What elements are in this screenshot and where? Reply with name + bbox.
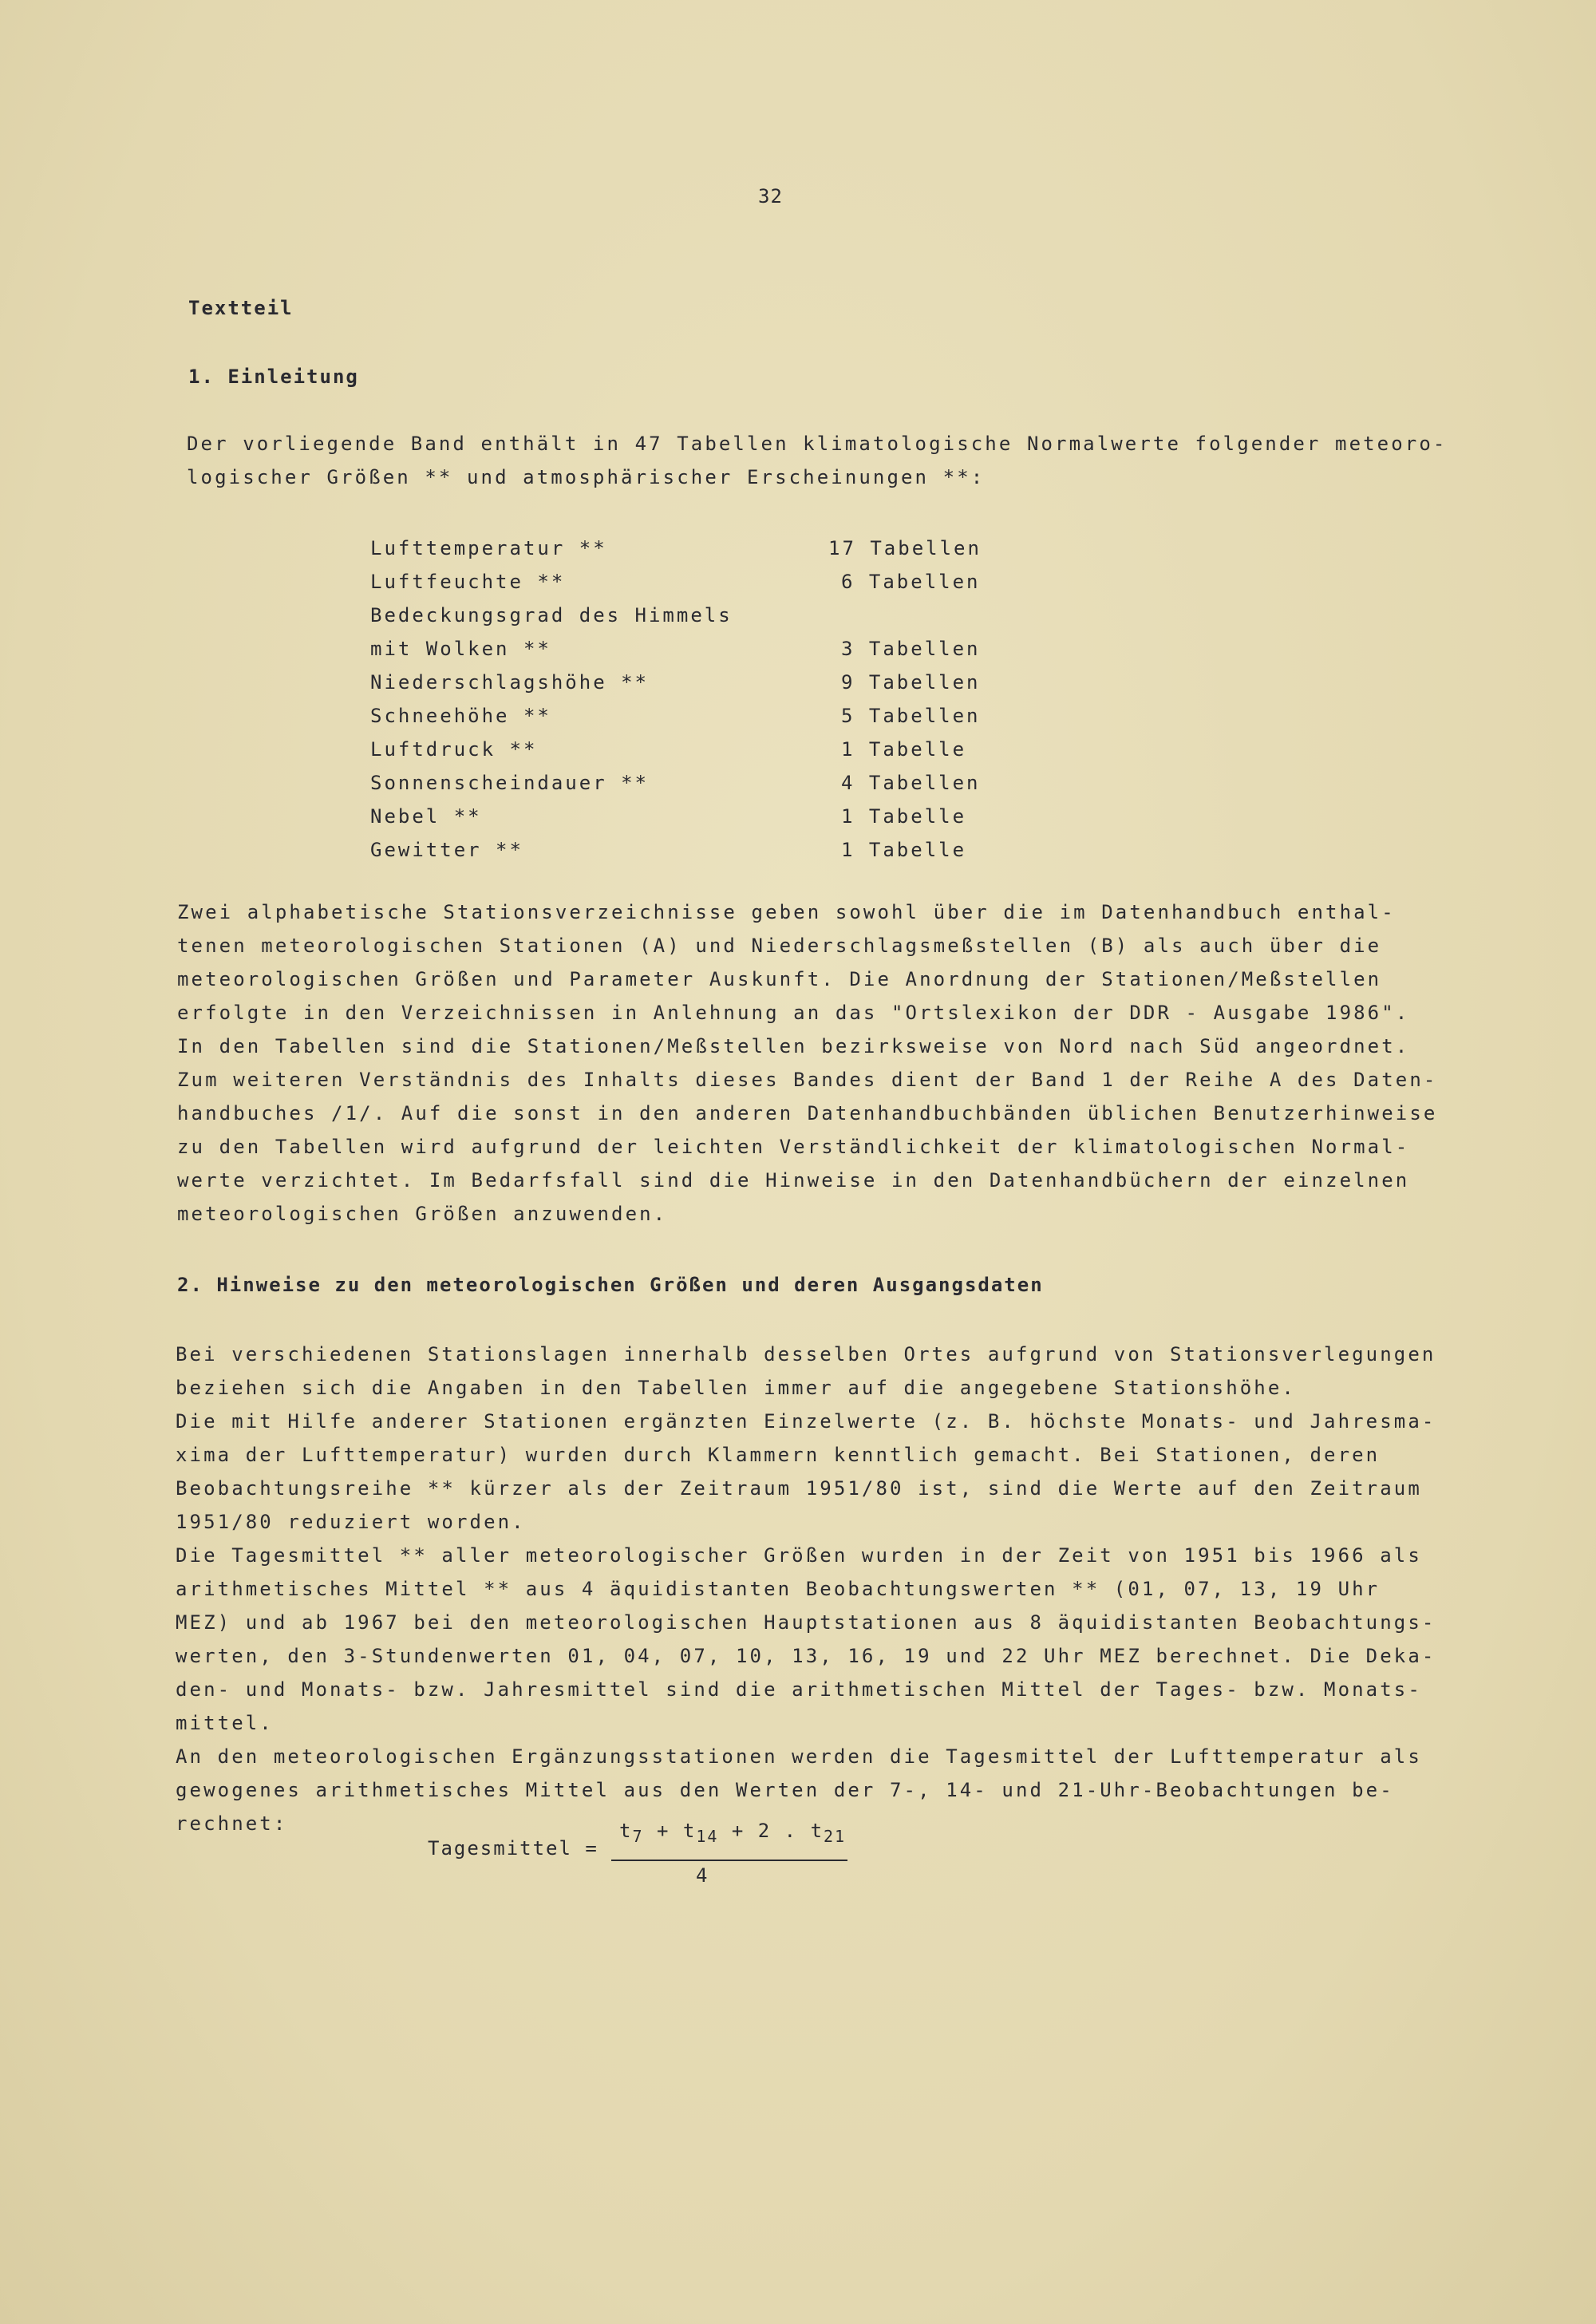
list-item-count: 6 Tabellen: [841, 571, 981, 593]
list-item-name: Schneehöhe **: [370, 705, 551, 727]
body-line: In den Tabellen sind die Stationen/Meßstellen bezirksweise von Nord nach Süd angeordnet.: [177, 1035, 1410, 1057]
intro-paragraph: [187, 427, 1448, 494]
body-line: gewogenes arithmetisches Mittel aus den Werten der 7-, 14- und 21-Uhr-Beobachtungen be-: [176, 1779, 1394, 1801]
intro-line: Der vorliegende Band enthält in 47 Tabellen klimatologische Normalwerte folgender meteoro-: [187, 433, 1448, 455]
body-line: zu den Tabellen wird aufgrund der leichten Verständlichkeit der klimatologischen Normal-: [177, 1136, 1410, 1158]
list-item-name: Sonnenscheindauer **: [370, 772, 649, 794]
body-line: Die mit Hilfe anderer Stationen ergänzten Einzelwerte (z. B. höchste Monats- und Jahresma-: [176, 1410, 1436, 1433]
list-item-name: Luftfeuchte **: [370, 571, 566, 593]
section-title: Textteil: [188, 297, 294, 319]
body-line: erfolgte in den Verzeichnissen in Anlehnung an das "Ortslexikon der DDR - Ausgabe 1986".: [177, 1002, 1410, 1024]
list-item-count: 1 Tabelle: [841, 839, 967, 861]
intro-line: logischer Größen ** und atmosphärischer Erscheinungen **:: [187, 466, 986, 488]
list-item-count: 5 Tabellen: [841, 705, 981, 727]
section-1-heading: 1. Einleitung: [188, 366, 359, 388]
body-line: werte verzichtet. Im Bedarfsfall sind die Hinweise in den Datenhandbüchern der einzelnen: [177, 1169, 1410, 1192]
list-item-count: 4 Tabellen: [841, 772, 981, 794]
page-number: 32: [758, 185, 783, 208]
list-item-name: Luftdruck **: [370, 738, 538, 761]
list-item-count: 3 Tabellen: [841, 638, 981, 660]
body-line: Bei verschiedenen Stationslagen innerhalb desselben Ortes aufgrund von Stationsverlegungen: [176, 1343, 1436, 1366]
list-item-count: 17 Tabellen: [828, 537, 982, 559]
body-line: handbuches /1/. Auf die sonst in den anderen Datenhandbuchbänden üblichen Benutzerhinweise: [177, 1102, 1438, 1124]
body-line: MEZ) und ab 1967 bei den meteorologischen Hauptstationen aus 8 äquidistanten Beobachtungs-: [176, 1611, 1436, 1634]
section-2-paragraph: [176, 1338, 1436, 1840]
section-2-heading: 2. Hinweise zu den meteorologischen Größen und deren Ausgangsdaten: [177, 1274, 1044, 1296]
body-line: meteorologischen Größen und Parameter Auskunft. Die Anordnung der Stationen/Meßstellen: [177, 968, 1382, 990]
formula-denominator: 4: [696, 1864, 709, 1887]
body-line: meteorologischen Größen anzuwenden.: [177, 1203, 668, 1225]
introduction-body-paragraph: [177, 895, 1438, 1231]
body-line: den- und Monats- bzw. Jahresmittel sind die arithmetischen Mittel der Tages- bzw. Monats-: [176, 1678, 1422, 1701]
body-line: mittel.: [176, 1712, 274, 1734]
body-line: werten, den 3-Stundenwerten 01, 04, 07, 10, 13, 16, 19 und 22 Uhr MEZ berechnet. Die Deka-: [176, 1645, 1436, 1667]
body-line: 1951/80 reduziert worden.: [176, 1511, 526, 1533]
list-item-name: Niederschlagshöhe **: [370, 671, 649, 694]
list-item-count: 1 Tabelle: [841, 805, 967, 828]
list-item-name: Gewitter **: [370, 839, 523, 861]
body-line: Zwei alphabetische Stationsverzeichnisse geben sowohl über die im Datenhandbuch enthal-: [177, 901, 1396, 923]
list-item-count: 9 Tabellen: [841, 671, 981, 694]
body-line: Zum weiteren Verständnis des Inhalts dieses Bandes dient der Band 1 der Reihe A des Daten-: [177, 1069, 1438, 1091]
body-line: xima der Lufttemperatur) wurden durch Klammern kenntlich gemacht. Bei Stationen, deren: [176, 1444, 1381, 1466]
body-line: beziehen sich die Angaben in den Tabellen immer auf die angegebene Stationshöhe.: [176, 1377, 1296, 1399]
fraction-bar: [611, 1860, 847, 1861]
body-line: An den meteorologischen Ergänzungsstationen werden die Tagesmittel der Lufttemperatur als: [176, 1745, 1422, 1768]
body-line: Beobachtungsreihe ** kürzer als der Zeitraum 1951/80 ist, sind die Werte auf den Zeitraum: [176, 1477, 1422, 1500]
body-line: Die Tagesmittel ** aller meteorologischer Größen wurden in der Zeit von 1951 bis 1966 als: [176, 1544, 1422, 1567]
list-item-name: Bedeckungsgrad des Himmels: [370, 604, 733, 626]
formula-label: Tagesmittel =: [428, 1837, 598, 1860]
list-item-name: Lufttemperatur **: [370, 537, 607, 559]
body-line: tenen meteorologischen Stationen (A) und Niederschlagsmeßstellen (B) als auch über die: [177, 935, 1382, 957]
body-line: arithmetisches Mittel ** aus 4 äquidistanten Beobachtungswerten ** (01, 07, 13, 19 Uhr: [176, 1578, 1381, 1600]
formula-numerator: $t_7 + t_{14} + 2$ . $t_{21}$: [619, 1820, 847, 1846]
list-item-count: 1 Tabelle: [841, 738, 967, 761]
body-line: rechnet:: [176, 1812, 288, 1835]
list-item-name: Nebel **: [370, 805, 482, 828]
list-item-name: mit Wolken **: [370, 638, 551, 660]
